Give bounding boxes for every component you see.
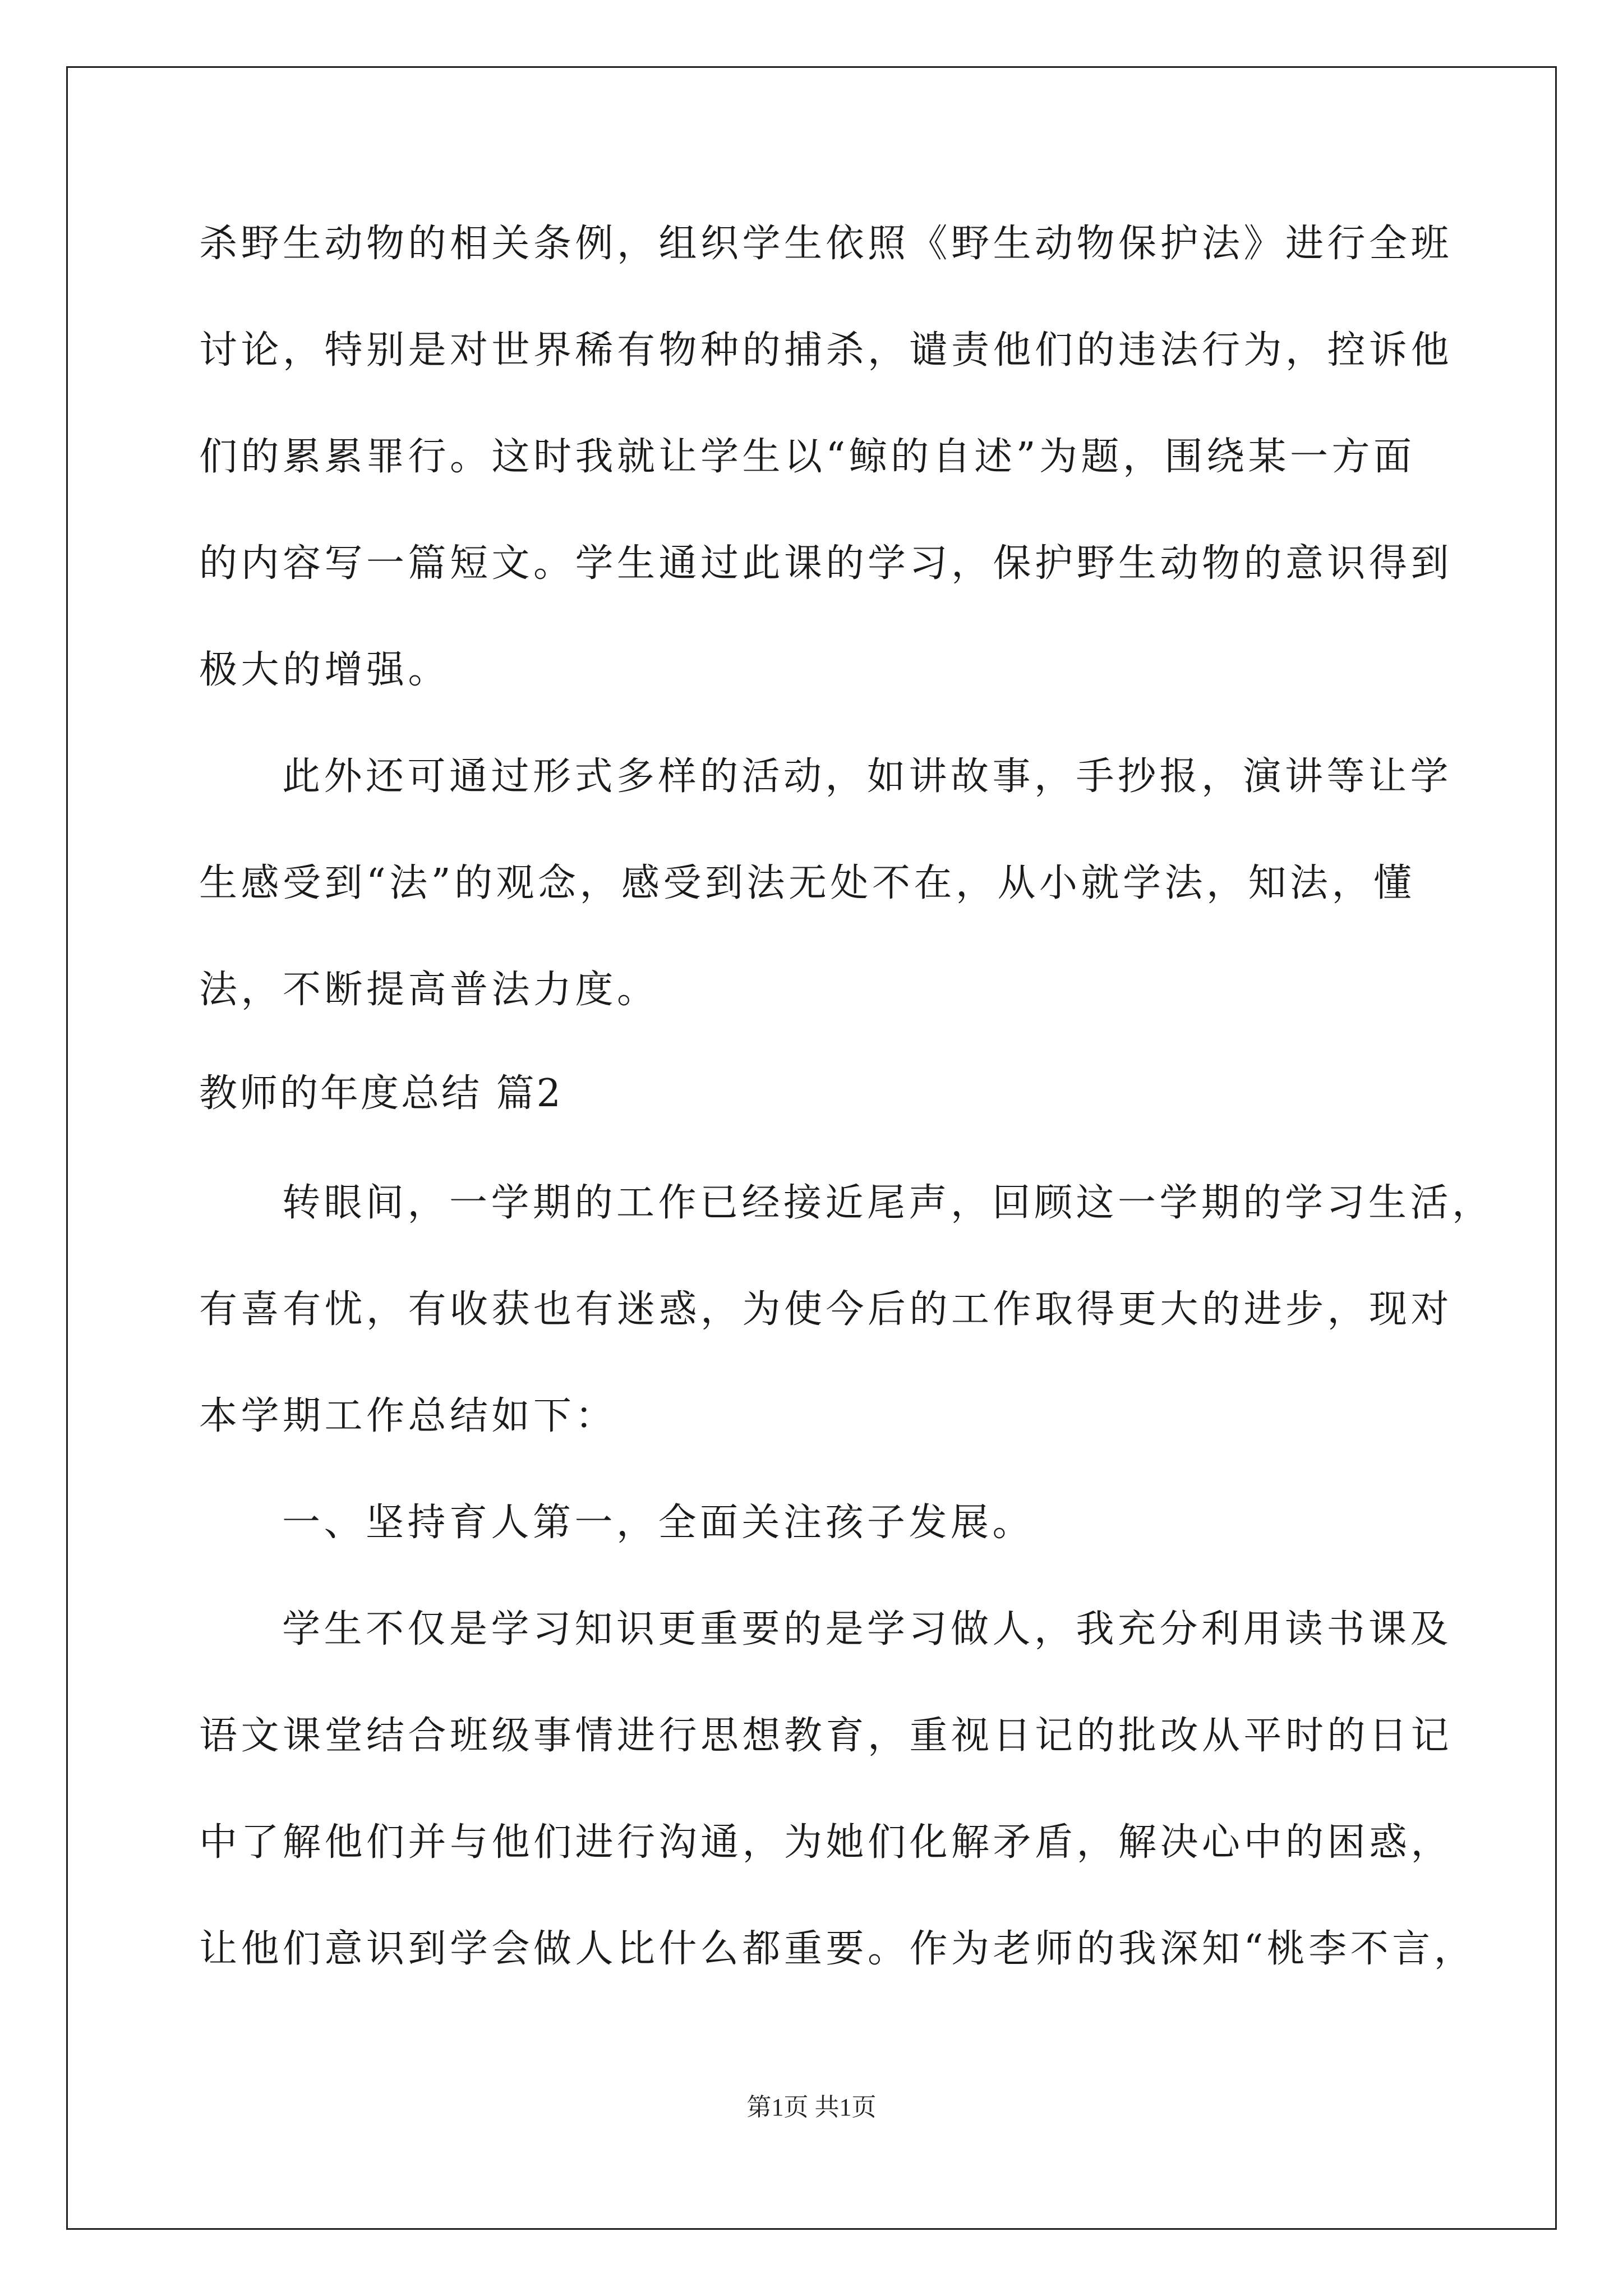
paragraph-line: 有喜有忧，有收获也有迷惑，为使今后的工作取得更大的进步，现对 xyxy=(199,1287,1453,1332)
paragraph-line: 们的累累罪行。这时我就让学生以“鲸的自述”为题，围绕某一方面 xyxy=(199,435,1415,479)
paragraph-line: 此外还可通过形式多样的活动，如讲故事，手抄报，演讲等让学 xyxy=(282,754,1453,799)
paragraph-line: 语文课堂结合班级事情进行思想教育，重视日记的批改从平时的日记 xyxy=(199,1714,1453,1758)
page-footer: 第1页 共1页 xyxy=(746,2093,877,2121)
section-heading: 教师的年度总结 篇2 xyxy=(199,1071,563,1116)
paragraph-line: 的内容写一篇短文。学生通过此课的学习，保护野生动物的意识得到 xyxy=(199,541,1453,586)
paragraph-line: 学生不仅是学习知识更重要的是学习做人，我充分利用读书课及 xyxy=(282,1607,1453,1651)
page-border xyxy=(66,66,1557,2230)
paragraph-line: 中了解他们并与他们进行沟通，为她们化解矛盾，解决心中的困惑， xyxy=(199,1820,1453,1865)
paragraph-line: 极大的增强。 xyxy=(199,648,450,692)
paragraph-line: 本学期工作总结如下： xyxy=(199,1394,617,1438)
paragraph-line: 让他们意识到学会做人比什么都重要。作为老师的我深知“桃李不言， xyxy=(199,1927,1476,1971)
paragraph-line: 一、坚持育人第一，全面关注孩子发展。 xyxy=(282,1501,1035,1545)
paragraph-line: 讨论，特别是对世界稀有物种的捕杀，谴责他们的违法行为，控诉他 xyxy=(199,328,1453,372)
paragraph-line: 法，不断提高普法力度。 xyxy=(199,968,659,1012)
paragraph-line: 杀野生动物的相关条例，组织学生依照《野生动物保护法》进行全班 xyxy=(199,222,1453,266)
paragraph-line: 转眼间，一学期的工作已经接近尾声，回顾这一学期的学习生活， xyxy=(282,1181,1494,1225)
paragraph-line: 生感受到“法”的观念，感受到法无处不在，从小就学法，知法，懂 xyxy=(199,861,1415,905)
